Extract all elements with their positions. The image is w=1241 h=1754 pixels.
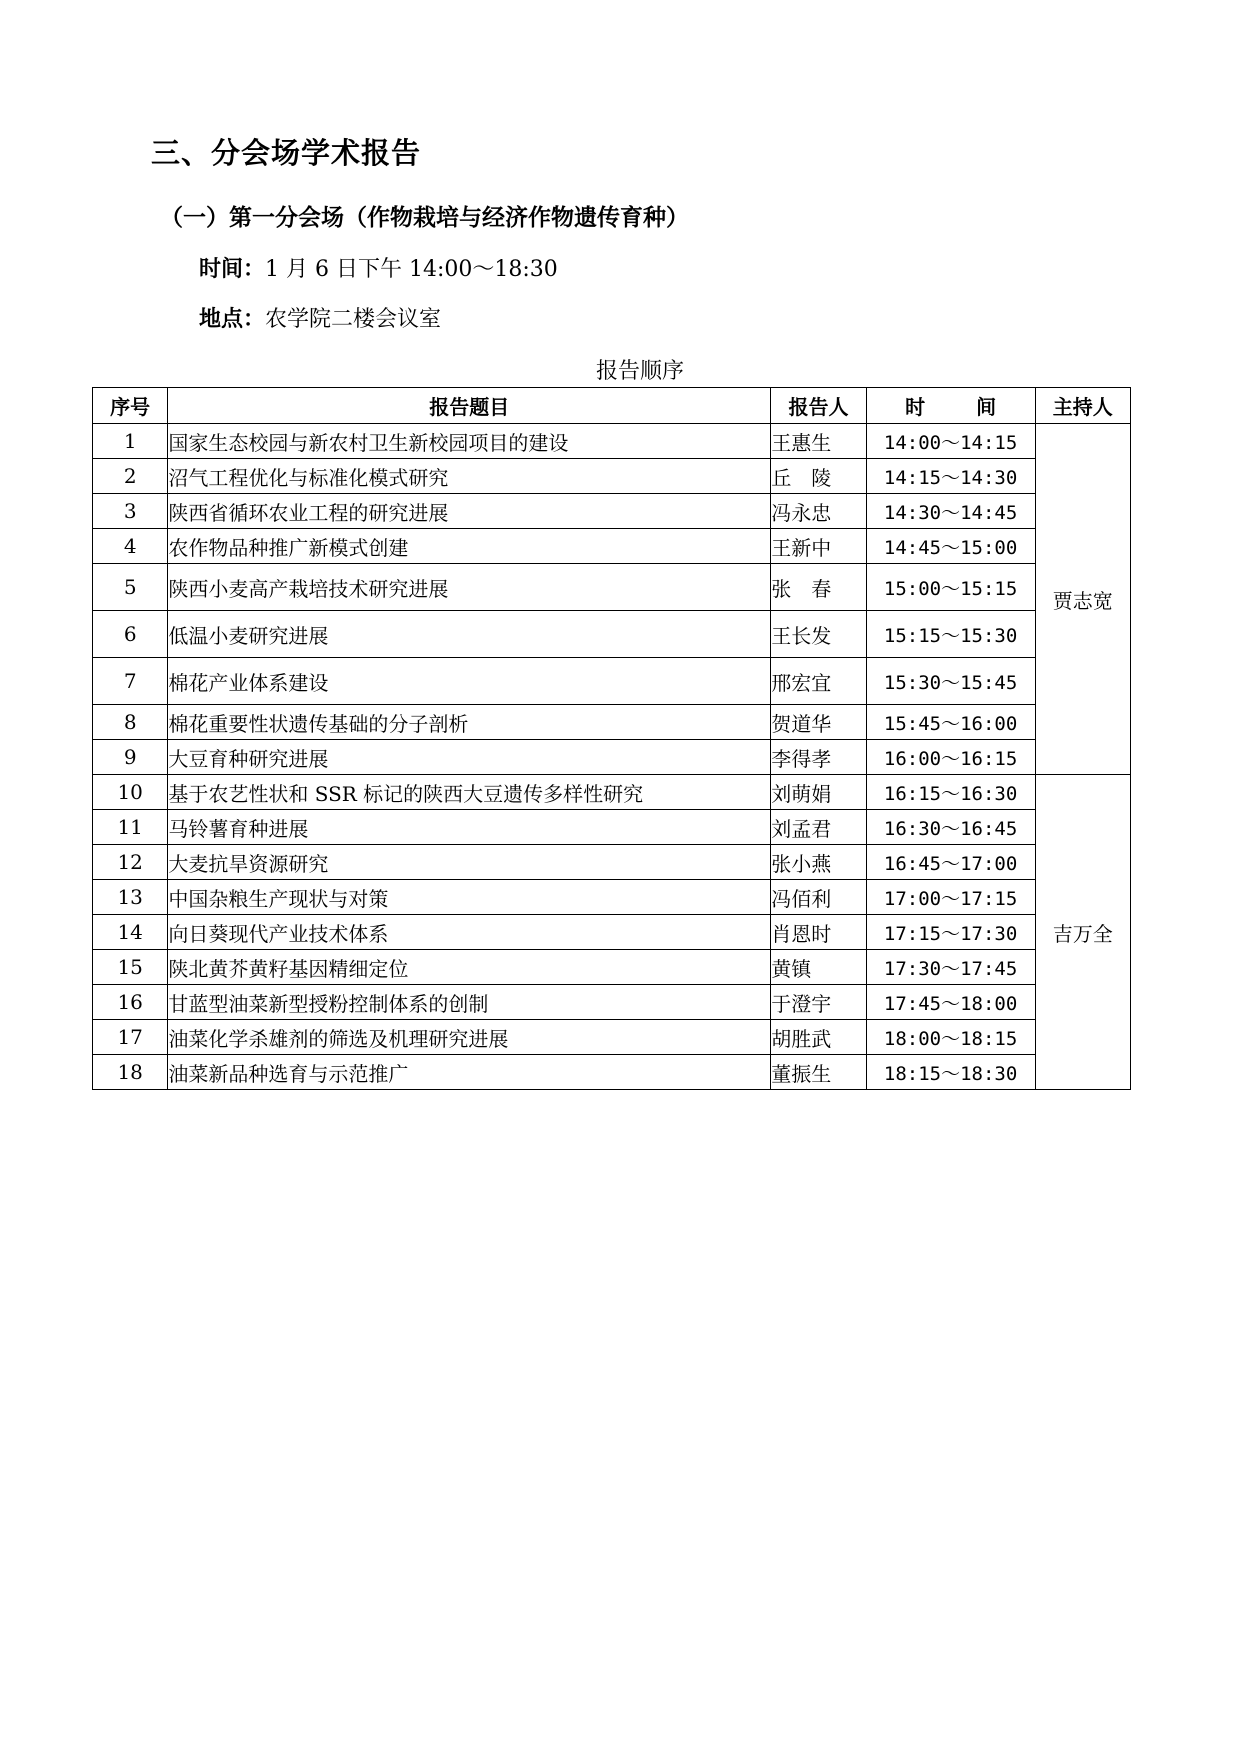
row-speaker-cell: 王新中: [771, 529, 866, 564]
row-topic-cell: 油菜化学杀雄剂的筛选及机理研究进展: [168, 1020, 771, 1055]
row-speaker-cell: 张 春: [771, 564, 866, 611]
row-time-cell: 14:45～15:00: [866, 529, 1035, 564]
table-row: [93, 611, 1131, 658]
header-time-label: 时 间: [905, 395, 1019, 419]
row-topic-cell: 陕北黄芥黄籽基因精细定位: [168, 950, 771, 985]
row-time-cell: 15:45～16:00: [866, 705, 1035, 740]
row-topic-cell: 农作物品种推广新模式创建: [168, 529, 771, 564]
row-topic-cell: 向日葵现代产业技术体系: [168, 915, 771, 950]
place-value: 农学院二楼会议室: [265, 307, 442, 332]
table-row: [93, 810, 1131, 845]
row-time-cell: 16:00～16:15: [866, 740, 1035, 775]
row-no-cell: 2: [93, 459, 168, 494]
row-no-cell: 18: [93, 1055, 168, 1090]
row-time-cell: 15:00～15:15: [866, 564, 1035, 611]
row-time-cell: 16:15～16:30: [866, 775, 1035, 810]
row-speaker-cell: 张小燕: [771, 845, 866, 880]
row-speaker-cell: 冯永忠: [771, 494, 866, 529]
row-time-cell: 18:15～18:30: [866, 1055, 1035, 1090]
table-row: [93, 705, 1131, 740]
row-topic-cell: 大豆育种研究进展: [168, 740, 771, 775]
row-topic-cell: 陕西小麦高产栽培技术研究进展: [168, 564, 771, 611]
row-speaker-cell: 黄镇: [771, 950, 866, 985]
table-caption: 报告顺序: [595, 359, 684, 384]
table-row: [93, 740, 1131, 775]
session-place-line: [199, 302, 441, 333]
session-time-line: [199, 252, 558, 283]
row-speaker-cell: 刘萌娟: [771, 775, 866, 810]
row-time-cell: 17:30～17:45: [866, 950, 1035, 985]
row-no-cell: 14: [93, 915, 168, 950]
row-time-cell: 17:15～17:30: [866, 915, 1035, 950]
row-time-cell: 15:15～15:30: [866, 611, 1035, 658]
row-time-cell: 16:45～17:00: [866, 845, 1035, 880]
row-no-cell: 7: [93, 658, 168, 705]
row-no-cell: 10: [93, 775, 168, 810]
row-topic-cell: 中国杂粮生产现状与对策: [168, 880, 771, 915]
row-topic-cell: 棉花产业体系建设: [168, 658, 771, 705]
row-no-cell: 17: [93, 1020, 168, 1055]
header-speaker: 报告人: [771, 388, 866, 424]
row-no-cell: 3: [93, 494, 168, 529]
table-row: [93, 1055, 1131, 1090]
table-row: [93, 950, 1131, 985]
row-speaker-cell: 刘孟君: [771, 810, 866, 845]
row-topic-cell: 甘蓝型油菜新型授粉控制体系的创制: [168, 985, 771, 1020]
header-time: [866, 388, 1035, 424]
table-row: [93, 494, 1131, 529]
section-title: 三、分会场学术报告: [151, 136, 422, 170]
row-no-cell: 16: [93, 985, 168, 1020]
row-speaker-cell: 贺道华: [771, 705, 866, 740]
time-value: 1 月 6 日下午 14:00～18:30: [265, 257, 558, 282]
row-no-cell: 11: [93, 810, 168, 845]
row-no-cell: 1: [93, 424, 168, 459]
row-topic-cell: 陕西省循环农业工程的研究进展: [168, 494, 771, 529]
row-topic-cell: 马铃薯育种进展: [168, 810, 771, 845]
row-speaker-cell: 邢宏宜: [771, 658, 866, 705]
table-row: [93, 424, 1131, 459]
row-topic-cell: 沼气工程优化与标准化模式研究: [168, 459, 771, 494]
table-row: [93, 459, 1131, 494]
table-body: [93, 424, 1131, 1090]
report-schedule-table: [92, 387, 1131, 1090]
row-topic-cell: 棉花重要性状遗传基础的分子剖析: [168, 705, 771, 740]
header-no: 序号: [93, 388, 168, 424]
row-time-cell: 14:15～14:30: [866, 459, 1035, 494]
row-speaker-cell: 王长发: [771, 611, 866, 658]
row-time-cell: 14:30～14:45: [866, 494, 1035, 529]
table-row: [93, 775, 1131, 810]
row-no-cell: 9: [93, 740, 168, 775]
row-time-cell: 15:30～15:45: [866, 658, 1035, 705]
time-label: 时间：: [199, 257, 266, 282]
table-header-row: [93, 388, 1131, 424]
row-topic-cell: 国家生态校园与新农村卫生新校园项目的建设: [168, 424, 771, 459]
row-no-cell: 12: [93, 845, 168, 880]
row-topic-cell: 油菜新品种选育与示范推广: [168, 1055, 771, 1090]
row-time-cell: 17:00～17:15: [866, 880, 1035, 915]
row-topic-cell: 基于农艺性状和 SSR 标记的陕西大豆遗传多样性研究: [168, 775, 771, 810]
row-host-cell: 贾志宽: [1035, 424, 1130, 775]
row-no-cell: 5: [93, 564, 168, 611]
table-row: [93, 564, 1131, 611]
row-speaker-cell: 肖恩时: [771, 915, 866, 950]
row-no-cell: 8: [93, 705, 168, 740]
row-time-cell: 17:45～18:00: [866, 985, 1035, 1020]
row-speaker-cell: 冯佰利: [771, 880, 866, 915]
table-row: [93, 915, 1131, 950]
row-speaker-cell: 于澄宇: [771, 985, 866, 1020]
table-row: [93, 658, 1131, 705]
row-no-cell: 13: [93, 880, 168, 915]
place-label: 地点：: [199, 307, 266, 332]
table-row: [93, 529, 1131, 564]
row-speaker-cell: 丘 陵: [771, 459, 866, 494]
header-host: 主持人: [1035, 388, 1130, 424]
row-time-cell: 14:00～14:15: [866, 424, 1035, 459]
row-time-cell: 18:00～18:15: [866, 1020, 1035, 1055]
row-speaker-cell: 王惠生: [771, 424, 866, 459]
row-speaker-cell: 董振生: [771, 1055, 866, 1090]
row-time-cell: 16:30～16:45: [866, 810, 1035, 845]
row-no-cell: 15: [93, 950, 168, 985]
row-speaker-cell: 李得孝: [771, 740, 866, 775]
row-speaker-cell: 胡胜武: [771, 1020, 866, 1055]
header-topic: 报告题目: [168, 388, 771, 424]
row-no-cell: 6: [93, 611, 168, 658]
row-no-cell: 4: [93, 529, 168, 564]
table-row: [93, 985, 1131, 1020]
row-topic-cell: 大麦抗旱资源研究: [168, 845, 771, 880]
row-host-cell: 吉万全: [1035, 775, 1130, 1090]
subsection-title: （一）第一分会场（作物栽培与经济作物遗传育种）: [160, 205, 689, 231]
table-row: [93, 1020, 1131, 1055]
row-topic-cell: 低温小麦研究进展: [168, 611, 771, 658]
table-row: [93, 845, 1131, 880]
table-row: [93, 880, 1131, 915]
